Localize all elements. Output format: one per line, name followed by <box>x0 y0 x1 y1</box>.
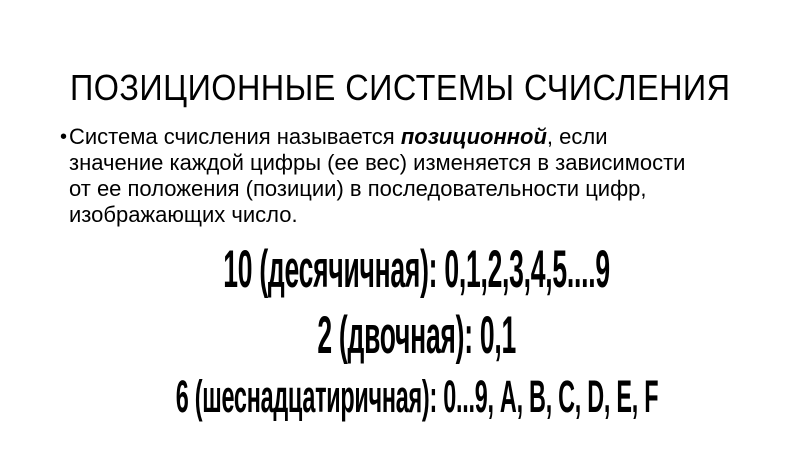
bullet-marker: • <box>60 126 68 148</box>
definition-line-3: от ее положения (позиции) в последовательности цифр, <box>69 176 647 201</box>
example-decimal-text: 10 (десячичная): 0,1,2,3,4,5....9 <box>223 240 611 299</box>
definition-line-2: значение каждой цифры (ее вес) изменяется в зависимости <box>69 150 686 175</box>
slide-title: ПОЗИЦИОННЫЕ СИСТЕМЫ СЧИСЛЕНИЯ <box>70 67 731 109</box>
definition-line-1-after: , если <box>546 124 608 149</box>
definition-line-1-before: Система счисления называется <box>69 124 401 149</box>
example-binary-text: 2 (двочная): 0,1 <box>317 306 517 365</box>
definition-emphasis: позиционной <box>400 124 547 149</box>
definition-line-4: изображающих число. <box>69 202 298 227</box>
example-line-hex <box>0 371 800 422</box>
definition-bullet-item <box>60 124 685 228</box>
example-hex-text: 6 (шеснадцатиричная): 0...9, A, B, C, D, E, F <box>175 371 659 422</box>
definition-line-1 <box>69 124 685 150</box>
example-line-binary <box>0 306 800 365</box>
definition-text <box>69 124 685 228</box>
example-line-decimal <box>0 240 800 299</box>
